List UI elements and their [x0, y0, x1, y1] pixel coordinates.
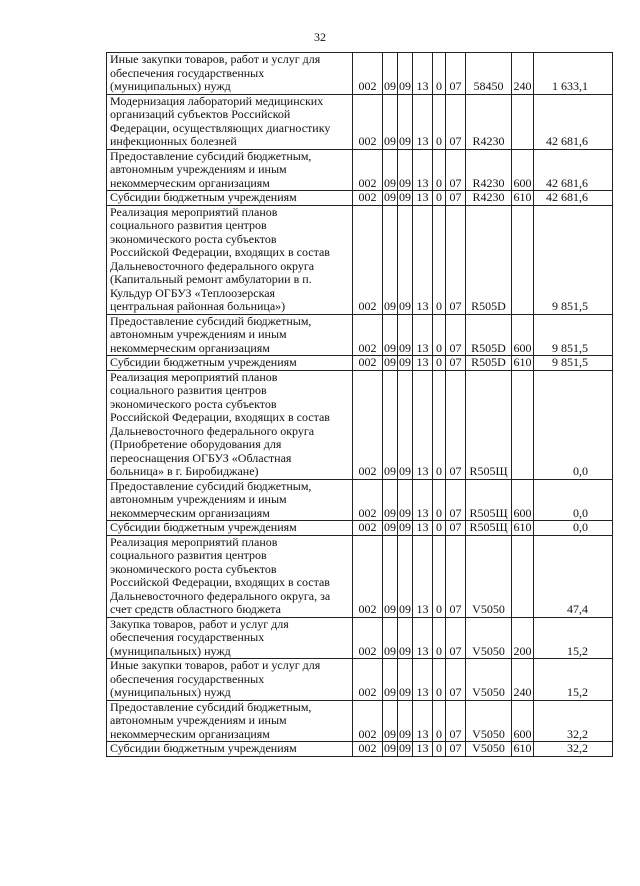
amount-cell: 15,2 [534, 617, 613, 659]
section-code-cell: 09 [383, 53, 398, 95]
ministry-code-cell: 002 [353, 617, 383, 659]
target-article-part4-cell: R505D [466, 205, 512, 314]
section-code-cell: 09 [383, 149, 398, 191]
item-name-line: Кульдур ОГБУЗ «Теплоозерская [110, 285, 276, 300]
target-article-part4-cell: R505D [466, 314, 512, 356]
target-article-part2-cell: 0 [433, 700, 446, 742]
item-name-line: социального развития центров [110, 218, 267, 232]
amount-cell: 42 681,6 [534, 191, 613, 206]
ministry-code-cell: 002 [353, 535, 383, 617]
amount-cell: 42 681,6 [534, 94, 613, 149]
item-name-line: некоммерческим организациям [110, 505, 270, 520]
item-name-line: автономным учреждениям и иным [110, 162, 287, 176]
target-article-part3-cell: 07 [446, 149, 466, 191]
target-article-part2-cell: 0 [433, 314, 446, 356]
item-name-line: Дальневосточного федерального округа [110, 423, 315, 438]
amount-cell: 0,0 [534, 521, 613, 536]
item-name-cell [107, 617, 353, 659]
table-row [107, 700, 613, 742]
expense-type-cell [512, 205, 534, 314]
item-name-line: (муниципальных) нужд [110, 643, 231, 658]
page-number: 32 [314, 30, 326, 44]
ministry-code-cell: 002 [353, 149, 383, 191]
table-row [107, 479, 613, 521]
target-article-part4-cell: R505Щ [466, 521, 512, 536]
target-article-part3-cell: 07 [446, 479, 466, 521]
section-code-cell: 09 [384, 741, 396, 755]
target-article-part2-cell: 0 [433, 521, 446, 536]
ministry-code-cell: 002 [353, 314, 383, 356]
table-row [107, 659, 613, 701]
table-row [107, 617, 613, 659]
target-article-part1-cell: 13 [413, 94, 433, 149]
section-code-cell: 09 [383, 479, 398, 521]
target-article-part2-cell: 0 [433, 149, 446, 191]
expense-type-cell: 600 [512, 149, 534, 191]
table-row [107, 191, 613, 206]
table-row [107, 94, 613, 149]
ministry-code-cell: 002 [353, 53, 383, 95]
target-article-part1-cell: 13 [413, 205, 433, 314]
target-article-part2-cell: 0 [433, 659, 446, 701]
amount-cell: 0,0 [534, 479, 613, 521]
subsection-code-cell: 09 [398, 370, 413, 479]
table-row [107, 314, 613, 356]
ministry-code-cell: 002 [353, 370, 383, 479]
target-article-part1-cell: 13 [413, 617, 433, 659]
subsection-code-cell: 09 [398, 479, 413, 521]
amount-cell: 32,2 [534, 742, 613, 757]
target-article-part2-cell: 0 [433, 370, 446, 479]
target-article-part3-cell: 07 [446, 521, 466, 536]
item-name-line: Закупка товаров, работ и услуг для [110, 617, 289, 631]
expense-type-cell: 240 [512, 53, 534, 95]
ministry-code-cell: 002 [353, 205, 383, 314]
item-name-line: обеспечения государственных [110, 65, 265, 80]
table-row [107, 205, 613, 314]
target-article-part2-cell: 0 [433, 205, 446, 314]
item-name-line: Российской Федерации, входящих в состав [110, 245, 330, 259]
target-article-part2-cell: 0 [433, 356, 446, 371]
item-name-line: Субсидии бюджетным учреждениям [110, 520, 297, 534]
expense-type-cell [512, 370, 534, 479]
target-article-part3-cell: 07 [446, 191, 466, 206]
amount-cell: 42 681,6 [534, 149, 613, 191]
item-name-cell [107, 521, 353, 536]
target-article-part3-cell: 07 [446, 742, 466, 757]
section-code-cell: 09 [383, 659, 398, 701]
expense-type-cell: 240 [512, 659, 534, 701]
amount-cell: 9 851,5 [534, 205, 613, 314]
subsection-code-cell: 09 [398, 617, 413, 659]
item-name-line: больница» в г. Биробиджане) [110, 464, 259, 478]
item-name-line: Иные закупки товаров, работ и услуг для [110, 658, 321, 672]
subsection-code-cell: 09 [398, 700, 413, 742]
item-name-line: некоммерческим организациям [110, 175, 270, 190]
amount-cell: 47,4 [534, 535, 613, 617]
item-name-cell [107, 205, 353, 314]
expense-type-cell [512, 94, 534, 149]
item-name-cell [107, 356, 353, 371]
target-article-part1-cell: 13 [413, 479, 433, 521]
subsection-code-cell: 09 [398, 314, 413, 356]
item-name-line: (Приобретение оборудования для [110, 437, 282, 451]
target-article-part2-cell: 0 [433, 535, 446, 617]
expense-type-cell: 200 [512, 617, 534, 659]
target-article-part4-cell: R505Щ [466, 479, 512, 521]
item-name-line: Предоставление субсидий бюджетным, [110, 149, 312, 163]
target-article-part4-cell: V5050 [466, 659, 512, 701]
item-name-line: социального развития центров [110, 548, 267, 562]
section-code-cell: 09 [383, 94, 398, 149]
item-name-line: обеспечения государственных [110, 671, 265, 686]
section-code-cell: 09 [384, 190, 396, 204]
expense-type-cell [512, 535, 534, 617]
subsection-code-cell: 09 [398, 205, 413, 314]
amount-cell: 0,0 [534, 370, 613, 479]
target-article-part4-cell: V5050 [466, 617, 512, 659]
subsection-code-cell: 09 [399, 520, 411, 534]
target-article-part2-cell: 0 [433, 53, 446, 95]
target-article-part4-cell: V5050 [466, 742, 512, 757]
target-article-part2-cell: 0 [433, 479, 446, 521]
target-article-part3-cell: 07 [446, 205, 466, 314]
table-row [107, 149, 613, 191]
item-name-line: экономического роста субъектов [110, 396, 277, 411]
item-name-line: Предоставление субсидий бюджетным, [110, 479, 312, 493]
amount-cell: 9 851,5 [534, 314, 613, 356]
table-row [107, 535, 613, 617]
item-name-cell [107, 191, 353, 206]
target-article-part3-cell: 07 [446, 700, 466, 742]
item-name-cell [107, 659, 353, 701]
target-article-part1-cell: 13 [413, 191, 433, 206]
item-name-cell [107, 370, 353, 479]
target-article-part1-cell: 13 [413, 356, 433, 371]
expense-type-cell: 600 [512, 314, 534, 356]
target-article-part1-cell: 13 [413, 521, 433, 536]
target-article-part1-cell: 13 [413, 149, 433, 191]
item-name-cell [107, 53, 353, 95]
target-article-part1-cell: 13 [413, 314, 433, 356]
item-name-line: Федерации, осуществляющих диагностику [110, 120, 331, 135]
item-name-cell [107, 700, 353, 742]
item-name-line: (муниципальных) нужд [110, 685, 231, 699]
amount-cell: 32,2 [534, 700, 613, 742]
table-row [107, 53, 613, 95]
item-name-line: автономным учреждениям и иным [110, 327, 287, 341]
target-article-part3-cell: 07 [446, 535, 466, 617]
item-name-line: (Капитальный ремонт амбулатории в п. [110, 272, 312, 286]
target-article-part2-cell: 0 [433, 191, 446, 206]
ministry-code-cell: 002 [353, 356, 383, 371]
item-name-cell [107, 314, 353, 356]
target-article-part2-cell: 0 [433, 94, 446, 149]
ministry-code-cell: 002 [353, 479, 383, 521]
item-name-line: автономным учреждениям и иным [110, 713, 287, 727]
ministry-code-cell: 002 [353, 191, 383, 206]
target-article-part1-cell: 13 [413, 370, 433, 479]
item-name-cell [107, 535, 353, 617]
target-article-part4-cell: R4230 [466, 191, 512, 206]
expense-type-cell: 610 [513, 190, 532, 204]
item-name-line: Реализация мероприятий планов [110, 370, 278, 384]
item-name-cell [107, 94, 353, 149]
table-row [107, 742, 613, 757]
item-name-line: Российской Федерации, входящих в состав [110, 410, 330, 424]
target-article-part4-cell: R4230 [466, 94, 512, 149]
target-article-part4-cell: R505Щ [466, 370, 512, 479]
item-name-line: экономического роста субъектов [110, 561, 277, 576]
target-article-part4-cell: 58450 [466, 53, 512, 95]
target-article-part3-cell: 07 [446, 370, 466, 479]
item-name-line: Иные закупки товаров, работ и услуг для [110, 52, 321, 66]
item-name-line: Дальневосточного федерального округа [110, 258, 315, 273]
item-name-cell [107, 149, 353, 191]
item-name-line: Российской Федерации, входящих в состав [110, 575, 330, 589]
item-name-line: некоммерческим организациям [110, 726, 270, 741]
subsection-code-cell: 09 [399, 190, 411, 204]
target-article-part3-cell: 07 [446, 94, 466, 149]
amount-cell: 9 851,5 [534, 356, 613, 371]
item-name-line: обеспечения государственных [110, 630, 265, 644]
item-name-line: Субсидии бюджетным учреждениям [110, 355, 297, 369]
section-code-cell: 09 [383, 370, 398, 479]
item-name-line: автономным учреждениям и иным [110, 492, 287, 506]
budget-table [106, 52, 613, 757]
item-name-line: социального развития центров [110, 383, 267, 397]
item-name-cell [107, 742, 353, 757]
item-name-line: некоммерческим организациям [110, 340, 270, 355]
item-name-line: Реализация мероприятий планов [110, 535, 278, 549]
target-article-part3-cell: 07 [446, 356, 466, 371]
amount-cell: 1 633,1 [534, 53, 613, 95]
section-code-cell: 09 [384, 520, 396, 534]
item-name-line: Модернизация лабораторий медицинских [110, 94, 324, 108]
expense-type-cell: 610 [513, 520, 532, 534]
target-article-part2-cell: 0 [433, 617, 446, 659]
target-article-part3-cell: 07 [446, 617, 466, 659]
target-article-part4-cell: R505D [466, 356, 512, 371]
ministry-code-cell: 002 [353, 94, 383, 149]
item-name-line: Дальневосточного федерального округа, за [110, 588, 331, 603]
expense-type-cell: 600 [512, 479, 534, 521]
subsection-code-cell: 09 [398, 659, 413, 701]
subsection-code-cell: 09 [399, 355, 411, 369]
target-article-part3-cell: 07 [446, 314, 466, 356]
target-article-part1-cell: 13 [413, 659, 433, 701]
expense-type-cell: 610 [513, 355, 532, 369]
subsection-code-cell: 09 [398, 149, 413, 191]
item-name-cell [107, 479, 353, 521]
item-name-line: организаций субъектов Российской [110, 107, 291, 121]
item-name-line: Предоставление субсидий бюджетным, [110, 700, 312, 714]
amount-cell: 15,2 [534, 659, 613, 701]
target-article-part1-cell: 13 [413, 535, 433, 617]
section-code-cell: 09 [384, 355, 396, 369]
target-article-part1-cell: 13 [413, 742, 433, 757]
target-article-part1-cell: 13 [413, 700, 433, 742]
item-name-line: Реализация мероприятий планов [110, 205, 278, 219]
ministry-code-cell: 002 [353, 700, 383, 742]
target-article-part3-cell: 07 [446, 659, 466, 701]
table-row [107, 521, 613, 536]
target-article-part4-cell: V5050 [466, 700, 512, 742]
ministry-code-cell: 002 [353, 521, 383, 536]
table-row [107, 370, 613, 479]
subsection-code-cell: 09 [399, 741, 411, 755]
item-name-line: Субсидии бюджетным учреждениям [110, 741, 297, 755]
item-name-line: центральная районная больница») [110, 299, 286, 313]
section-code-cell: 09 [383, 205, 398, 314]
item-name-line: счет средств областного бюджета [110, 602, 282, 616]
item-name-line: переоснащения ОГБУЗ «Областная [110, 450, 292, 465]
subsection-code-cell: 09 [398, 53, 413, 95]
item-name-line: экономического роста субъектов [110, 231, 277, 246]
target-article-part1-cell: 13 [413, 53, 433, 95]
table-row [107, 356, 613, 371]
item-name-line: инфекционных болезней [110, 134, 237, 148]
target-article-part2-cell: 0 [433, 742, 446, 757]
section-code-cell: 09 [383, 700, 398, 742]
subsection-code-cell: 09 [398, 94, 413, 149]
ministry-code-cell: 002 [353, 742, 383, 757]
section-code-cell: 09 [383, 617, 398, 659]
item-name-line: Субсидии бюджетным учреждениям [110, 190, 297, 204]
target-article-part3-cell: 07 [446, 53, 466, 95]
target-article-part4-cell: R4230 [466, 149, 512, 191]
expense-type-cell: 600 [512, 700, 534, 742]
section-code-cell: 09 [383, 535, 398, 617]
item-name-line: Предоставление субсидий бюджетным, [110, 314, 312, 328]
ministry-code-cell: 002 [353, 659, 383, 701]
subsection-code-cell: 09 [398, 535, 413, 617]
expense-type-cell: 610 [513, 741, 532, 755]
section-code-cell: 09 [383, 314, 398, 356]
item-name-line: (муниципальных) нужд [110, 79, 231, 93]
target-article-part4-cell: V5050 [466, 535, 512, 617]
